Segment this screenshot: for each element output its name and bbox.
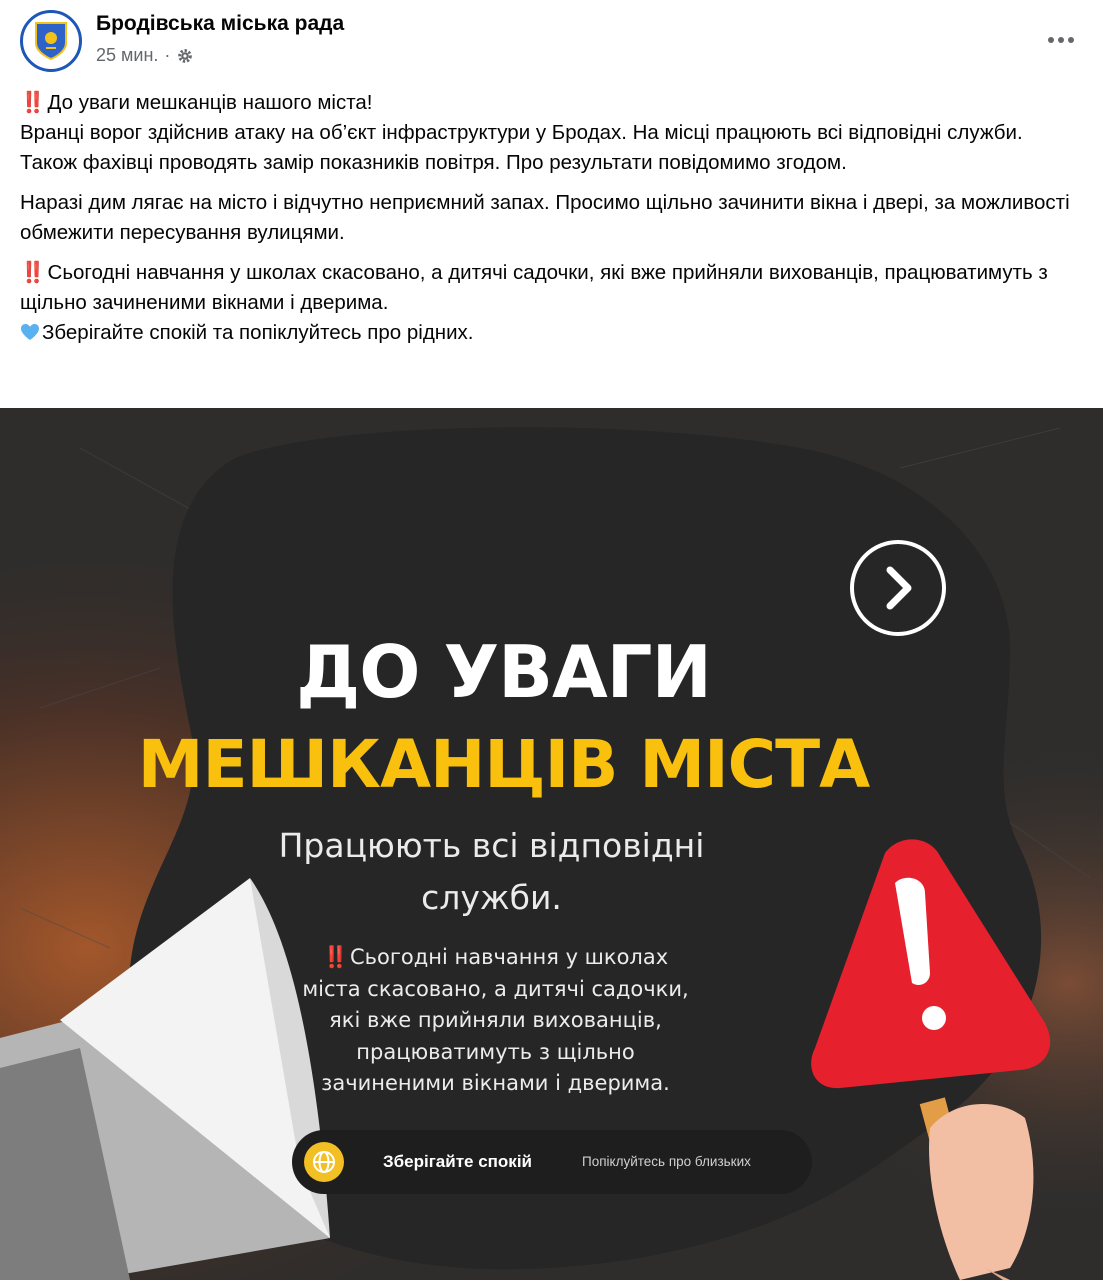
image-notice [0, 942, 1047, 1100]
post-header [0, 0, 1103, 80]
pill-secondary-text: Попіклуйтесь про близьких [582, 1154, 751, 1169]
post-time[interactable]: 25 мин. [96, 45, 159, 65]
image-title-line2: МЕШКАНЦІВ МІСТА [137, 726, 870, 803]
paragraph-text: Наразі дим лягає на місто і відчутно неприємний запах. Просимо щільно зачинити вікна і двері, за можливості обмежити пересування вулицями. [20, 191, 1070, 244]
double-exclamation-icon: ‼️ [20, 261, 42, 284]
post-image[interactable] [0, 408, 1103, 1280]
image-title-line1: ДО УВАГИ [296, 630, 711, 714]
paragraph-text: До уваги мешканців нашого міста! Вранці ворог здійснив атаку на об’єкт інфраструктури у Бродах. На місці працюють всі відповідні служби. Також фахівці проводять замір показників повітря. Про результати повідомимо згодом. [20, 91, 1023, 174]
globe-icon [304, 1142, 344, 1182]
pill-primary-text: Зберігайте спокій [383, 1152, 532, 1171]
paragraph-text: Сьогодні навчання у школах скасовано, а дитячі садочки, які вже прийняли вихованців, працюватимуть з щільно зачиненими вікнами і дверима. [20, 261, 1048, 314]
post-text [20, 88, 1085, 358]
chevron-right-icon [854, 544, 942, 632]
paragraph-text: Зберігайте спокій та попіклуйтесь про рідних. [42, 321, 474, 344]
meta-separator: · [164, 45, 171, 65]
more-options-icon[interactable] [1041, 22, 1081, 58]
post-meta [96, 45, 194, 66]
next-arrow-button[interactable] [850, 540, 946, 636]
calm-banner [292, 1130, 812, 1194]
double-exclamation-icon: ‼️ [20, 91, 42, 114]
page-avatar[interactable] [20, 10, 82, 72]
notice-text: Сьогодні навчання у школах міста скасовано, а дитячі садочки, які вже прийняли вихованців, працюватимуть з щільно зачиненими вікнами і дверима. [302, 945, 689, 1095]
image-subtitle: Працюють всі відповідні служби. [278, 826, 705, 917]
blue-heart-icon [20, 323, 40, 341]
page-name[interactable]: Бродівська міська рада [96, 12, 345, 35]
post-paragraph-2 [20, 188, 1085, 248]
gear-icon[interactable] [176, 47, 194, 65]
double-exclamation-icon: ‼️ [322, 945, 347, 969]
post-paragraph-4 [20, 318, 1085, 348]
post-paragraph-3 [20, 258, 1085, 318]
coat-of-arms-icon [34, 21, 68, 61]
post-paragraph-1 [20, 88, 1085, 178]
